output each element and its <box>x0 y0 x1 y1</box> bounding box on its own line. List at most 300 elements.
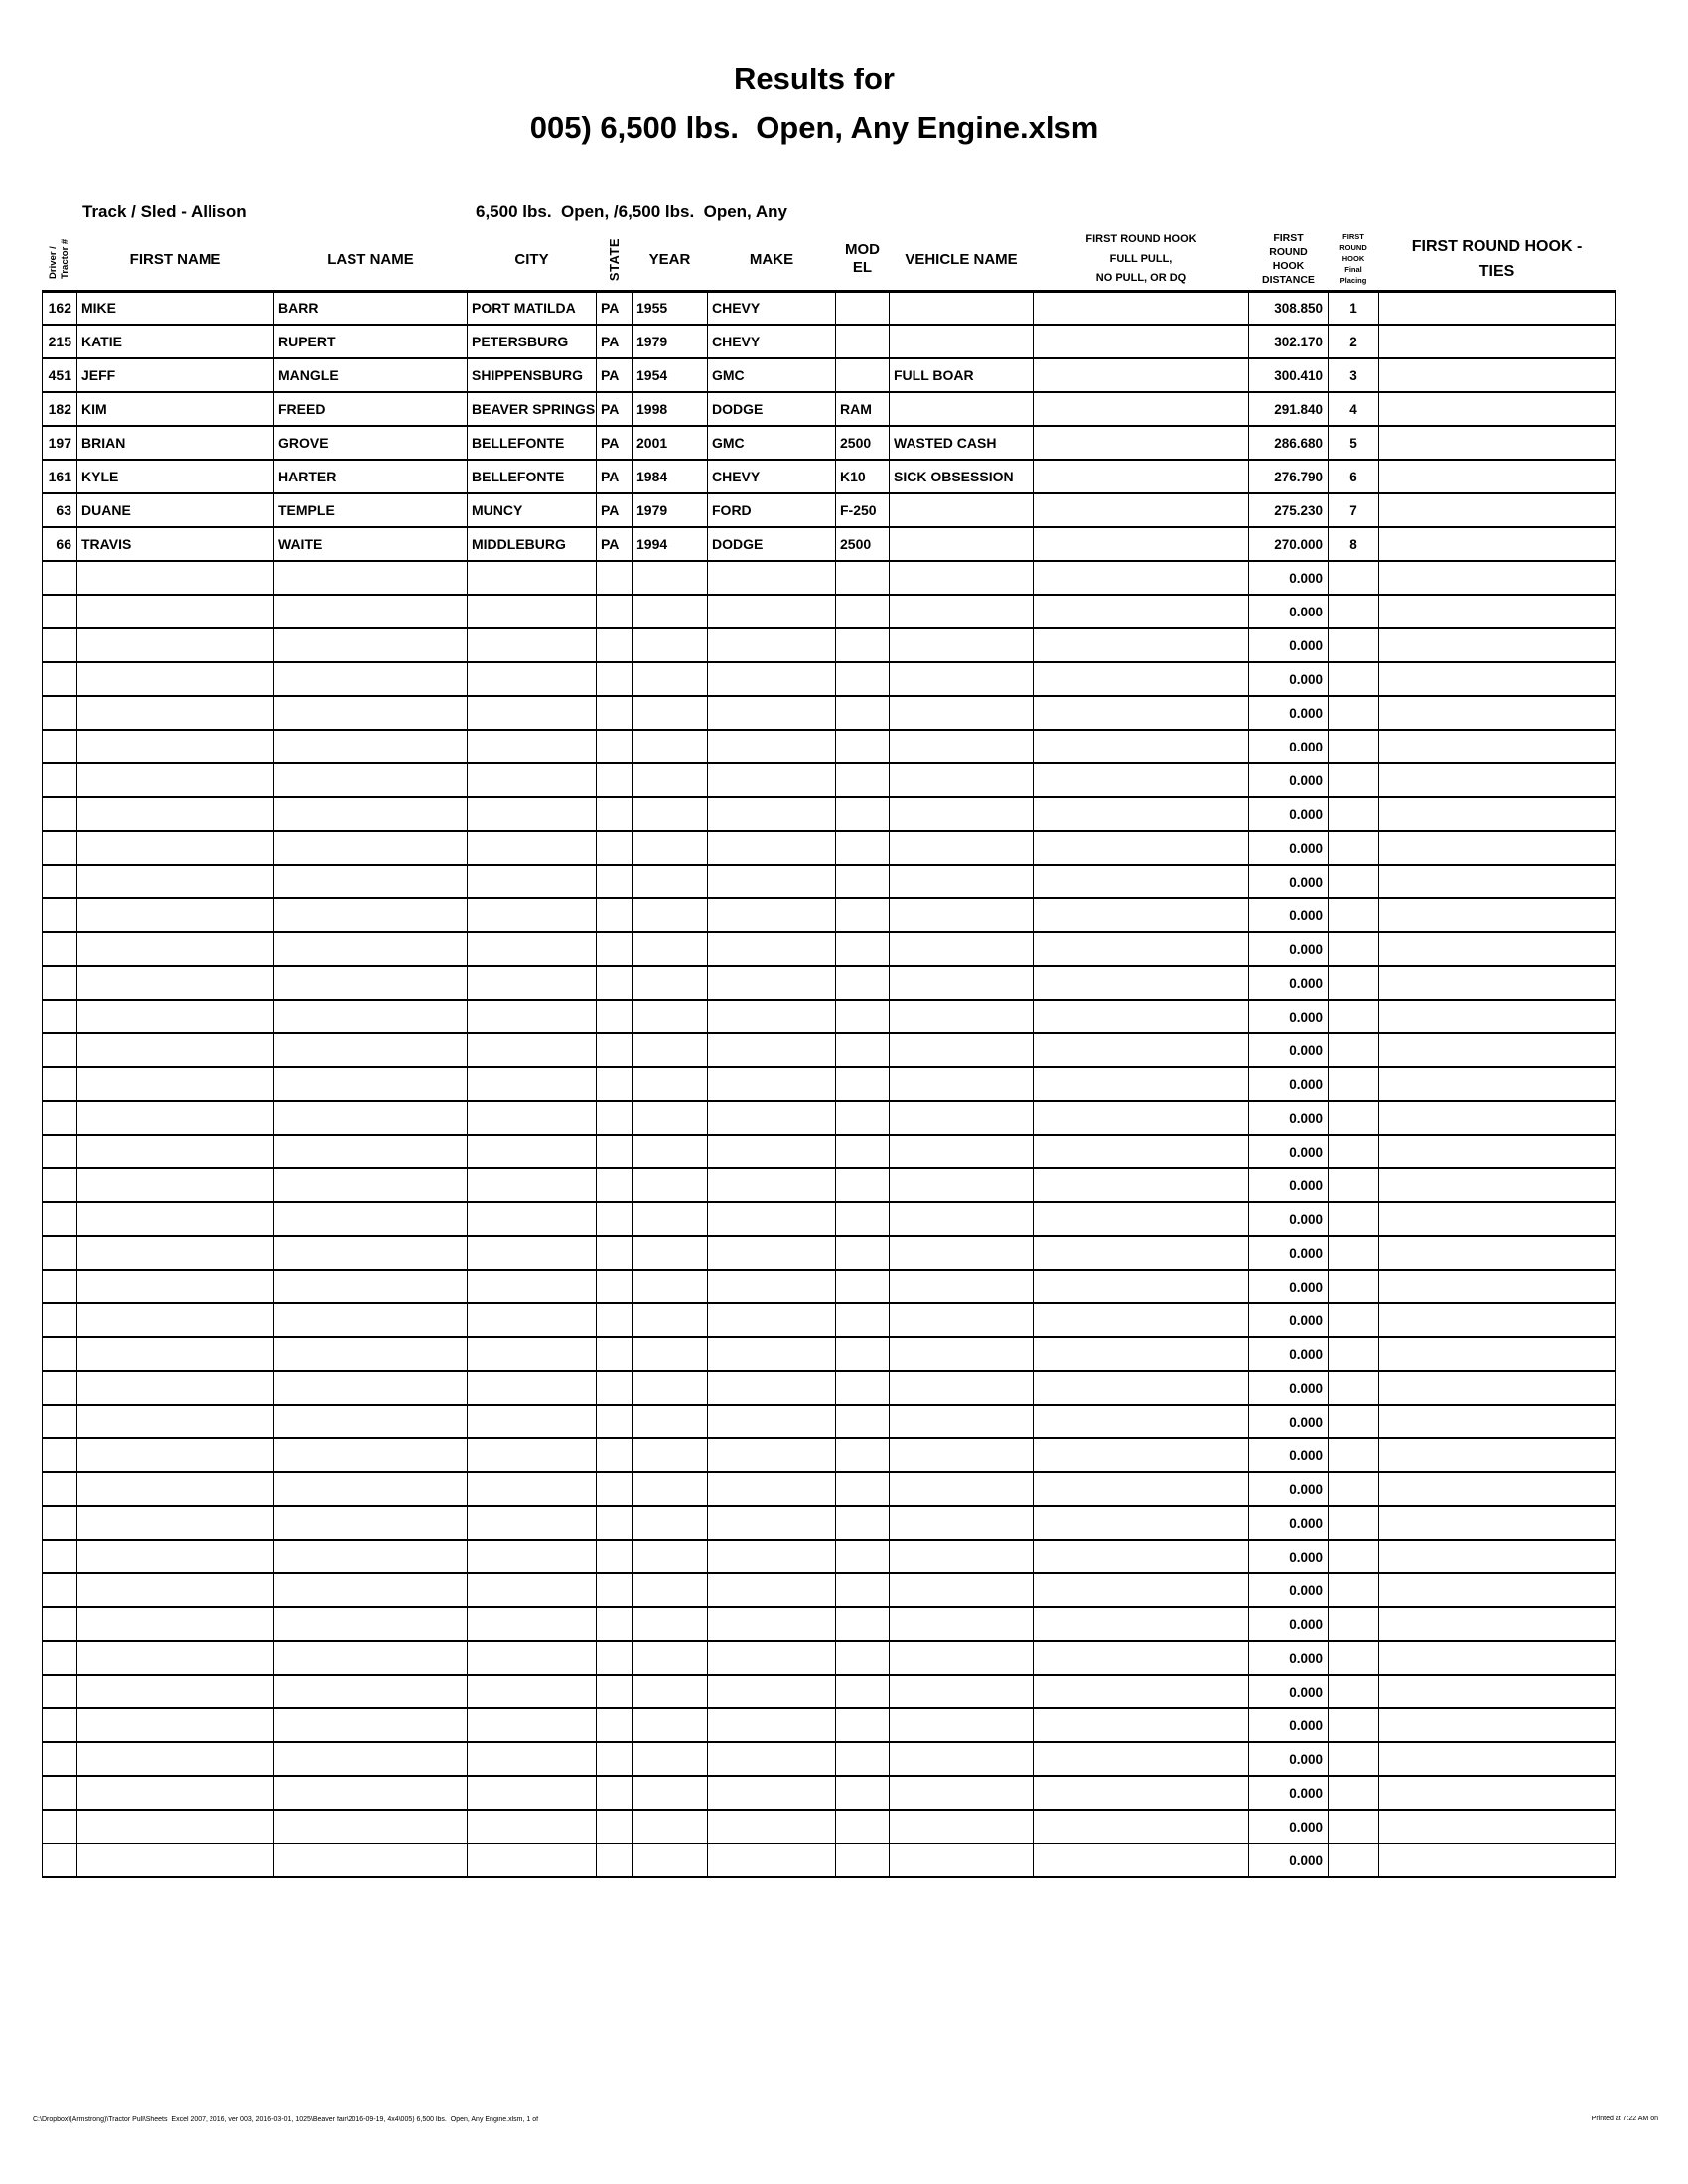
cell-placing <box>1329 831 1379 865</box>
cell-city: BELLEFONTE <box>468 426 597 460</box>
cell-placing <box>1329 595 1379 628</box>
cell-year: 2001 <box>633 426 708 460</box>
table-row <box>43 426 1616 460</box>
cell-full-pull <box>1034 1708 1249 1742</box>
cell-distance: 0.000 <box>1249 1303 1329 1337</box>
col-header-ties <box>1379 229 1616 291</box>
cell-year <box>633 1810 708 1843</box>
cell-model <box>836 1405 890 1438</box>
cell-first-name <box>77 831 274 865</box>
cell-city <box>468 1236 597 1270</box>
cell-year <box>633 1033 708 1067</box>
cell-first-name <box>77 1776 274 1810</box>
cell-placing <box>1329 1371 1379 1405</box>
cell-model <box>836 1641 890 1675</box>
cell-driver-number <box>43 1708 77 1742</box>
cell-year <box>633 1776 708 1810</box>
cell-make <box>708 628 836 662</box>
col-header-driver-tractor-number <box>43 229 77 291</box>
cell-ties <box>1379 1675 1616 1708</box>
cell-driver-number <box>43 561 77 595</box>
cell-model <box>836 966 890 1000</box>
cell-city: PORT MATILDA <box>468 291 597 325</box>
cell-city <box>468 662 597 696</box>
cell-city: BELLEFONTE <box>468 460 597 493</box>
cell-year <box>633 1742 708 1776</box>
cell-city <box>468 1270 597 1303</box>
distance-header-line3: HOOK <box>1272 260 1305 273</box>
cell-ties <box>1379 831 1616 865</box>
cell-state <box>597 1405 633 1438</box>
cell-city <box>468 1405 597 1438</box>
cell-full-pull <box>1034 493 1249 527</box>
cell-driver-number <box>43 1506 77 1540</box>
cell-driver-number <box>43 898 77 932</box>
cell-last-name <box>274 763 468 797</box>
cell-make <box>708 932 836 966</box>
cell-ties <box>1379 1641 1616 1675</box>
cell-driver-number <box>43 932 77 966</box>
cell-make <box>708 696 836 730</box>
table-row <box>43 325 1616 358</box>
table-row <box>43 493 1616 527</box>
cell-state <box>597 696 633 730</box>
cell-placing <box>1329 865 1379 898</box>
cell-full-pull <box>1034 1168 1249 1202</box>
cell-distance: 0.000 <box>1249 898 1329 932</box>
cell-make <box>708 1641 836 1675</box>
cell-distance: 0.000 <box>1249 1506 1329 1540</box>
cell-model <box>836 797 890 831</box>
cell-vehicle-name <box>890 1000 1034 1033</box>
page-title-line1: Results for <box>734 62 895 96</box>
cell-last-name: GROVE <box>274 426 468 460</box>
table-row <box>43 1000 1616 1033</box>
cell-year <box>633 898 708 932</box>
cell-last-name <box>274 1742 468 1776</box>
cell-driver-number: 66 <box>43 527 77 561</box>
cell-state <box>597 1810 633 1843</box>
cell-full-pull <box>1034 426 1249 460</box>
cell-state <box>597 1607 633 1641</box>
cell-last-name: WAITE <box>274 527 468 561</box>
cell-last-name <box>274 662 468 696</box>
cell-distance: 0.000 <box>1249 1067 1329 1101</box>
cell-distance: 0.000 <box>1249 1843 1329 1877</box>
cell-placing <box>1329 628 1379 662</box>
col-header-final-placing <box>1329 229 1379 291</box>
table-row <box>43 1168 1616 1202</box>
cell-model <box>836 325 890 358</box>
cell-ties <box>1379 797 1616 831</box>
cell-make <box>708 797 836 831</box>
cell-state <box>597 1540 633 1573</box>
cell-model <box>836 1607 890 1641</box>
cell-full-pull <box>1034 797 1249 831</box>
cell-year <box>633 1236 708 1270</box>
cell-full-pull <box>1034 1371 1249 1405</box>
cell-state: PA <box>597 358 633 392</box>
cell-year <box>633 1337 708 1371</box>
cell-distance: 0.000 <box>1249 628 1329 662</box>
cell-full-pull <box>1034 392 1249 426</box>
cell-make <box>708 1708 836 1742</box>
cell-first-name <box>77 1573 274 1607</box>
col-header-make: MAKE <box>708 229 836 291</box>
cell-driver-number <box>43 1810 77 1843</box>
cell-driver-number <box>43 797 77 831</box>
cell-last-name <box>274 1810 468 1843</box>
cell-make: DODGE <box>708 527 836 561</box>
cell-make <box>708 730 836 763</box>
full-pull-header-line2: FULL PULL, <box>1109 252 1173 265</box>
cell-last-name: HARTER <box>274 460 468 493</box>
distance-header-line2: ROUND <box>1269 246 1308 259</box>
cell-model <box>836 1000 890 1033</box>
cell-model <box>836 1236 890 1270</box>
cell-distance: 0.000 <box>1249 1033 1329 1067</box>
table-row <box>43 1371 1616 1405</box>
cell-driver-number <box>43 1742 77 1776</box>
cell-placing <box>1329 1168 1379 1202</box>
cell-ties <box>1379 1303 1616 1337</box>
class-label: 6,500 lbs. Open, /6,500 lbs. Open, Any <box>476 203 787 221</box>
cell-year <box>633 1135 708 1168</box>
cell-city <box>468 595 597 628</box>
cell-ties <box>1379 325 1616 358</box>
cell-distance: 0.000 <box>1249 1810 1329 1843</box>
cell-city <box>468 932 597 966</box>
cell-ties <box>1379 662 1616 696</box>
cell-first-name <box>77 763 274 797</box>
cell-state <box>597 1101 633 1135</box>
cell-vehicle-name <box>890 1303 1034 1337</box>
cell-first-name <box>77 932 274 966</box>
placing-header-line1: FIRST <box>1342 232 1364 242</box>
cell-driver-number <box>43 1675 77 1708</box>
cell-vehicle-name <box>890 1033 1034 1067</box>
cell-full-pull <box>1034 1742 1249 1776</box>
cell-full-pull <box>1034 1540 1249 1573</box>
cell-vehicle-name <box>890 493 1034 527</box>
cell-model <box>836 763 890 797</box>
cell-year: 1955 <box>633 291 708 325</box>
cell-city <box>468 1641 597 1675</box>
cell-model: 2500 <box>836 527 890 561</box>
cell-placing <box>1329 1033 1379 1067</box>
cell-vehicle-name <box>890 1540 1034 1573</box>
table-row <box>43 1438 1616 1472</box>
cell-city <box>468 1135 597 1168</box>
cell-city <box>468 1371 597 1405</box>
cell-placing <box>1329 1540 1379 1573</box>
table-row <box>43 1337 1616 1371</box>
cell-make <box>708 1371 836 1405</box>
cell-ties <box>1379 561 1616 595</box>
cell-placing <box>1329 1303 1379 1337</box>
cell-distance: 308.850 <box>1249 291 1329 325</box>
cell-make <box>708 1742 836 1776</box>
cell-make <box>708 1776 836 1810</box>
cell-vehicle-name: FULL BOAR <box>890 358 1034 392</box>
cell-first-name <box>77 1067 274 1101</box>
cell-model <box>836 1776 890 1810</box>
cell-model <box>836 1371 890 1405</box>
cell-city: MUNCY <box>468 493 597 527</box>
cell-distance: 0.000 <box>1249 1101 1329 1135</box>
cell-driver-number <box>43 1438 77 1472</box>
col-header-last-name: LAST NAME <box>274 229 468 291</box>
col-header-year: YEAR <box>633 229 708 291</box>
table-row <box>43 696 1616 730</box>
cell-distance: 0.000 <box>1249 1472 1329 1506</box>
cell-distance: 300.410 <box>1249 358 1329 392</box>
cell-distance: 0.000 <box>1249 1573 1329 1607</box>
cell-first-name: MIKE <box>77 291 274 325</box>
cell-vehicle-name <box>890 1675 1034 1708</box>
cell-ties <box>1379 865 1616 898</box>
cell-year <box>633 797 708 831</box>
cell-state <box>597 1337 633 1371</box>
table-row <box>43 898 1616 932</box>
cell-state <box>597 797 633 831</box>
cell-distance: 302.170 <box>1249 325 1329 358</box>
cell-ties <box>1379 730 1616 763</box>
cell-distance: 0.000 <box>1249 1405 1329 1438</box>
cell-placing: 4 <box>1329 392 1379 426</box>
cell-model <box>836 696 890 730</box>
cell-first-name <box>77 662 274 696</box>
cell-city <box>468 696 597 730</box>
cell-ties <box>1379 966 1616 1000</box>
cell-placing <box>1329 1675 1379 1708</box>
cell-model <box>836 1708 890 1742</box>
cell-vehicle-name <box>890 1708 1034 1742</box>
cell-full-pull <box>1034 696 1249 730</box>
footer-printed-at: Printed at 7:22 AM on <box>1591 2116 1658 2122</box>
cell-last-name <box>274 1236 468 1270</box>
cell-vehicle-name <box>890 1236 1034 1270</box>
cell-driver-number <box>43 628 77 662</box>
cell-state <box>597 865 633 898</box>
cell-ties <box>1379 628 1616 662</box>
col-header-full-pull <box>1034 229 1249 291</box>
cell-year: 1994 <box>633 527 708 561</box>
cell-vehicle-name: WASTED CASH <box>890 426 1034 460</box>
cell-city <box>468 865 597 898</box>
cell-vehicle-name <box>890 595 1034 628</box>
table-row <box>43 1641 1616 1675</box>
table-row <box>43 1405 1616 1438</box>
cell-placing <box>1329 561 1379 595</box>
cell-last-name <box>274 696 468 730</box>
cell-full-pull <box>1034 1810 1249 1843</box>
cell-first-name <box>77 628 274 662</box>
cell-ties <box>1379 1033 1616 1067</box>
cell-year <box>633 1405 708 1438</box>
cell-model <box>836 1202 890 1236</box>
cell-last-name <box>274 1540 468 1573</box>
table-row <box>43 291 1616 325</box>
cell-model <box>836 1675 890 1708</box>
cell-full-pull <box>1034 1641 1249 1675</box>
cell-state <box>597 1708 633 1742</box>
cell-vehicle-name <box>890 662 1034 696</box>
table-row <box>43 966 1616 1000</box>
cell-distance: 0.000 <box>1249 696 1329 730</box>
cell-first-name <box>77 1101 274 1135</box>
cell-driver-number <box>43 1843 77 1877</box>
cell-first-name <box>77 1607 274 1641</box>
cell-year: 1998 <box>633 392 708 426</box>
cell-placing <box>1329 1000 1379 1033</box>
cell-first-name <box>77 797 274 831</box>
cell-ties <box>1379 1843 1616 1877</box>
cell-year <box>633 1371 708 1405</box>
cell-ties <box>1379 1067 1616 1101</box>
cell-first-name <box>77 696 274 730</box>
cell-ties <box>1379 1135 1616 1168</box>
cell-placing <box>1329 1472 1379 1506</box>
cell-city <box>468 1438 597 1472</box>
cell-city <box>468 1337 597 1371</box>
cell-first-name <box>77 730 274 763</box>
cell-make <box>708 1135 836 1168</box>
table-row <box>43 662 1616 696</box>
cell-year <box>633 1303 708 1337</box>
cell-driver-number <box>43 662 77 696</box>
cell-vehicle-name <box>890 291 1034 325</box>
cell-vehicle-name <box>890 1202 1034 1236</box>
cell-city: SHIPPENSBURG <box>468 358 597 392</box>
cell-state <box>597 1067 633 1101</box>
cell-year <box>633 1168 708 1202</box>
cell-model <box>836 1101 890 1135</box>
cell-placing <box>1329 1607 1379 1641</box>
cell-driver-number <box>43 1573 77 1607</box>
table-row <box>43 392 1616 426</box>
cell-distance: 0.000 <box>1249 1742 1329 1776</box>
cell-full-pull <box>1034 1405 1249 1438</box>
cell-placing: 1 <box>1329 291 1379 325</box>
cell-vehicle-name <box>890 325 1034 358</box>
cell-state <box>597 1675 633 1708</box>
cell-model <box>836 358 890 392</box>
cell-year <box>633 696 708 730</box>
cell-full-pull <box>1034 1236 1249 1270</box>
cell-model <box>836 1337 890 1371</box>
cell-model: F-250 <box>836 493 890 527</box>
cell-state: PA <box>597 493 633 527</box>
cell-vehicle-name <box>890 628 1034 662</box>
cell-full-pull <box>1034 865 1249 898</box>
cell-model <box>836 1135 890 1168</box>
cell-driver-number <box>43 1168 77 1202</box>
cell-first-name <box>77 1810 274 1843</box>
cell-city <box>468 1607 597 1641</box>
cell-first-name: DUANE <box>77 493 274 527</box>
ties-header-line1: FIRST ROUND HOOK - <box>1411 237 1583 255</box>
cell-ties <box>1379 1776 1616 1810</box>
cell-driver-number: 162 <box>43 291 77 325</box>
table-row <box>43 1135 1616 1168</box>
cell-city <box>468 1843 597 1877</box>
cell-city <box>468 966 597 1000</box>
cell-full-pull <box>1034 1033 1249 1067</box>
cell-city <box>468 1000 597 1033</box>
cell-city <box>468 763 597 797</box>
cell-state <box>597 1506 633 1540</box>
cell-state <box>597 1742 633 1776</box>
cell-last-name <box>274 595 468 628</box>
cell-vehicle-name <box>890 898 1034 932</box>
cell-year <box>633 1708 708 1742</box>
cell-state <box>597 1843 633 1877</box>
cell-distance: 0.000 <box>1249 763 1329 797</box>
cell-last-name <box>274 1573 468 1607</box>
cell-first-name <box>77 1405 274 1438</box>
cell-distance: 0.000 <box>1249 797 1329 831</box>
cell-year: 1984 <box>633 460 708 493</box>
cell-first-name <box>77 1135 274 1168</box>
cell-model <box>836 1270 890 1303</box>
cell-state <box>597 1438 633 1472</box>
cell-first-name <box>77 1438 274 1472</box>
cell-first-name <box>77 561 274 595</box>
cell-first-name: KYLE <box>77 460 274 493</box>
cell-last-name <box>274 1337 468 1371</box>
cell-city <box>468 1810 597 1843</box>
cell-driver-number <box>43 966 77 1000</box>
cell-vehicle-name <box>890 1135 1034 1168</box>
cell-driver-number <box>43 831 77 865</box>
cell-model <box>836 1472 890 1506</box>
cell-full-pull <box>1034 1337 1249 1371</box>
cell-last-name: MANGLE <box>274 358 468 392</box>
cell-year <box>633 628 708 662</box>
cell-distance: 0.000 <box>1249 1000 1329 1033</box>
page-title-line2: 005) 6,500 lbs. Open, Any Engine.xlsm <box>529 110 1099 145</box>
cell-placing <box>1329 1776 1379 1810</box>
cell-last-name <box>274 966 468 1000</box>
cell-first-name <box>77 1000 274 1033</box>
cell-make: CHEVY <box>708 291 836 325</box>
cell-first-name <box>77 898 274 932</box>
cell-year: 1979 <box>633 325 708 358</box>
table-row <box>43 1675 1616 1708</box>
table-row <box>43 730 1616 763</box>
cell-city <box>468 1506 597 1540</box>
cell-city <box>468 561 597 595</box>
cell-distance: 0.000 <box>1249 1371 1329 1405</box>
cell-first-name <box>77 1708 274 1742</box>
table-row <box>43 1708 1616 1742</box>
cell-vehicle-name <box>890 1810 1034 1843</box>
table-row <box>43 1742 1616 1776</box>
cell-city <box>468 730 597 763</box>
cell-first-name <box>77 1202 274 1236</box>
cell-placing <box>1329 1641 1379 1675</box>
cell-last-name <box>274 1168 468 1202</box>
cell-vehicle-name <box>890 1371 1034 1405</box>
cell-vehicle-name <box>890 1641 1034 1675</box>
cell-model <box>836 1540 890 1573</box>
cell-last-name <box>274 1438 468 1472</box>
cell-ties <box>1379 1101 1616 1135</box>
cell-state <box>597 1303 633 1337</box>
cell-ties <box>1379 1506 1616 1540</box>
cell-distance: 0.000 <box>1249 1168 1329 1202</box>
